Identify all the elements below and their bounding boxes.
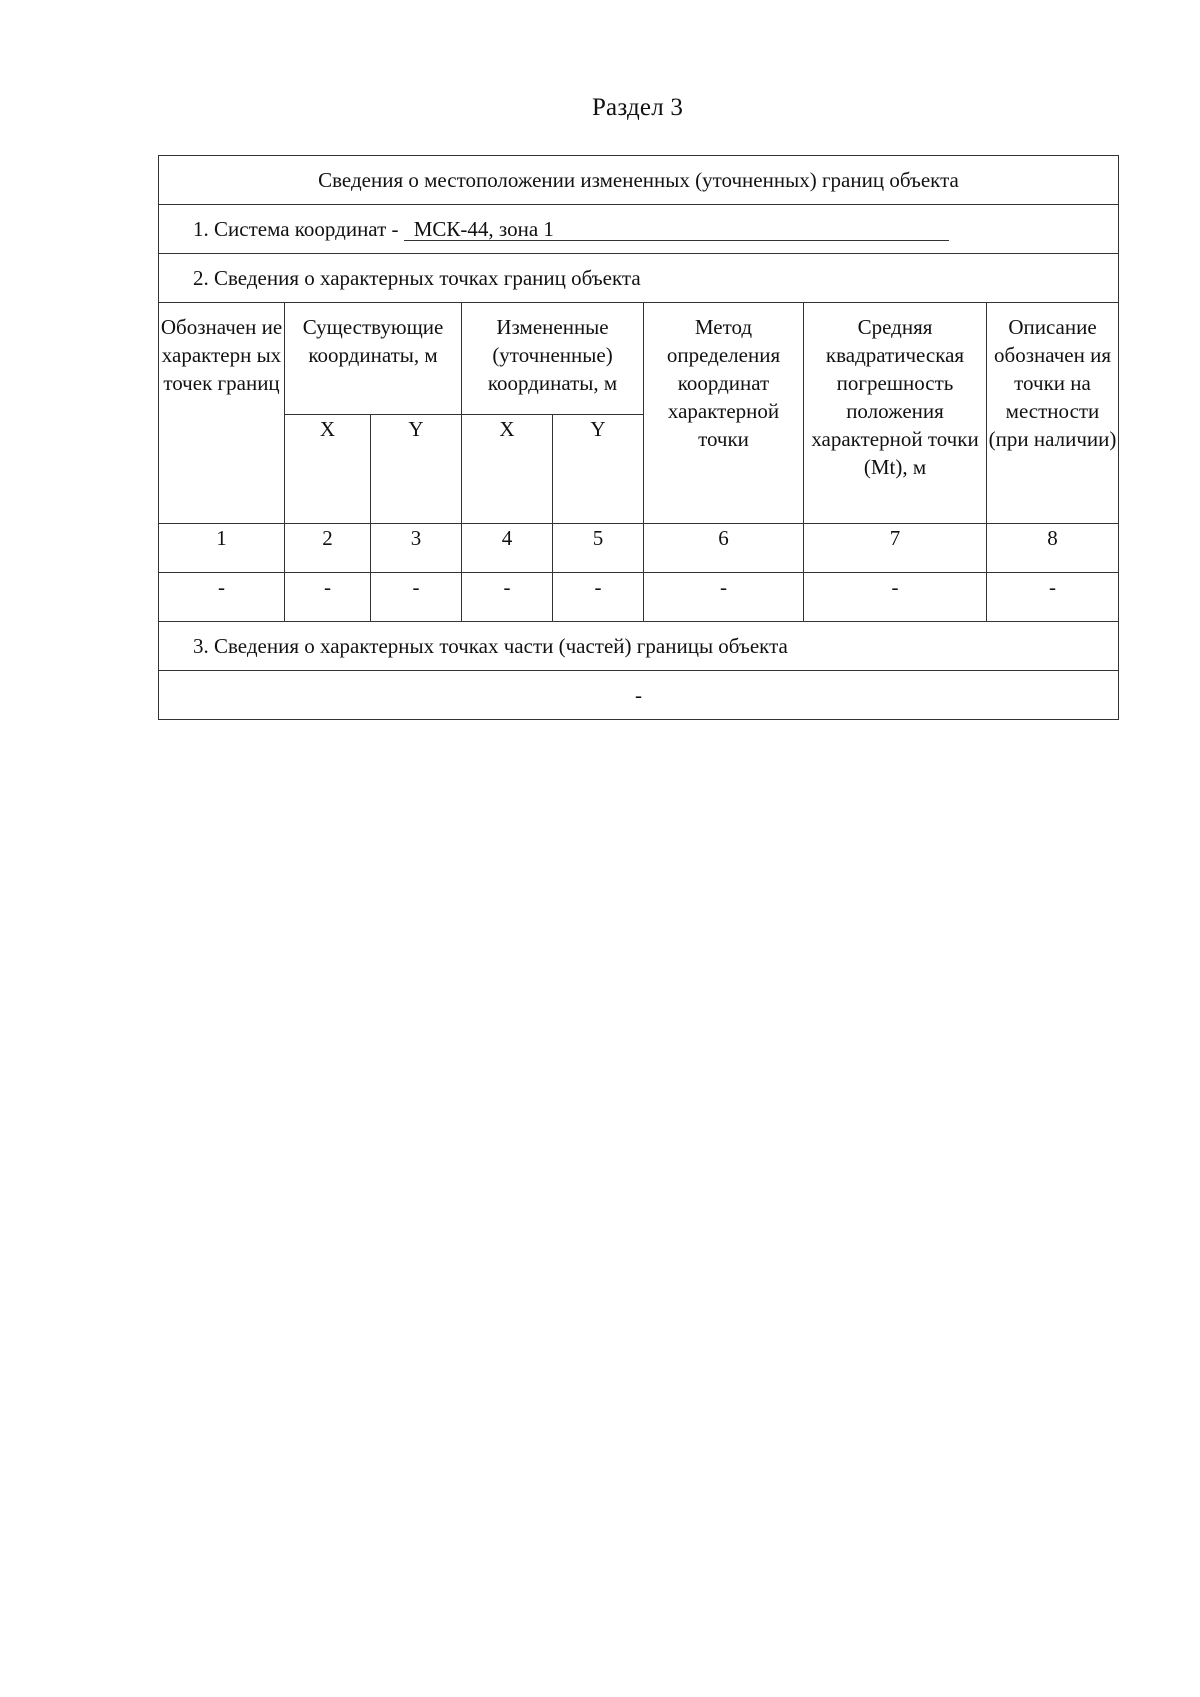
table-cell: - — [553, 573, 644, 622]
parts-heading: 3. Сведения о характерных точках части (частей) границы объекта — [159, 622, 1119, 671]
parts-value: - — [159, 671, 1119, 720]
col-header-existing-y: Y — [371, 414, 462, 523]
col-header-method: Метод определения координат характерной точки — [644, 303, 804, 524]
table-cell: - — [159, 573, 285, 622]
table-cell: - — [462, 573, 553, 622]
table-cell: - — [644, 573, 804, 622]
col-header-changed-coords: Измененные (уточненные) координаты, м — [462, 303, 644, 415]
column-number: 1 — [159, 524, 285, 573]
coord-system-value: МСК-44, зона 1 — [404, 218, 949, 241]
col-header-existing-coords: Существующие координаты, м — [285, 303, 462, 415]
column-number: 4 — [462, 524, 553, 573]
boundary-table — [158, 155, 1119, 720]
column-number: 8 — [987, 524, 1119, 573]
col-header-changed-y: Y — [553, 414, 644, 523]
table-cell: - — [987, 573, 1119, 622]
table-cell: - — [285, 573, 371, 622]
column-number: 5 — [553, 524, 644, 573]
col-header-accuracy: Средняя квадратическая погрешность положения характерной точки (Mt), м — [804, 303, 987, 524]
col-header-changed-x: X — [462, 414, 553, 523]
column-number: 3 — [371, 524, 462, 573]
points-heading: 2. Сведения о характерных точках границ объекта — [159, 254, 1119, 303]
table-cell: - — [804, 573, 987, 622]
table-cell: - — [371, 573, 462, 622]
col-header-point-designation: Обозначен ие характерн ых точек границ — [159, 303, 285, 524]
coord-system-row — [159, 205, 1119, 254]
col-header-description: Описание обозначен ия точки на местности (при наличии) — [987, 303, 1119, 524]
column-number: 7 — [804, 524, 987, 573]
table-title: Сведения о местоположении измененных (уточненных) границ объекта — [159, 156, 1119, 205]
column-number: 2 — [285, 524, 371, 573]
col-header-existing-x: X — [285, 414, 371, 523]
column-number: 6 — [644, 524, 804, 573]
coord-system-label: 1. Система координат - — [193, 217, 399, 241]
section-title: Раздел 3 — [591, 94, 684, 121]
